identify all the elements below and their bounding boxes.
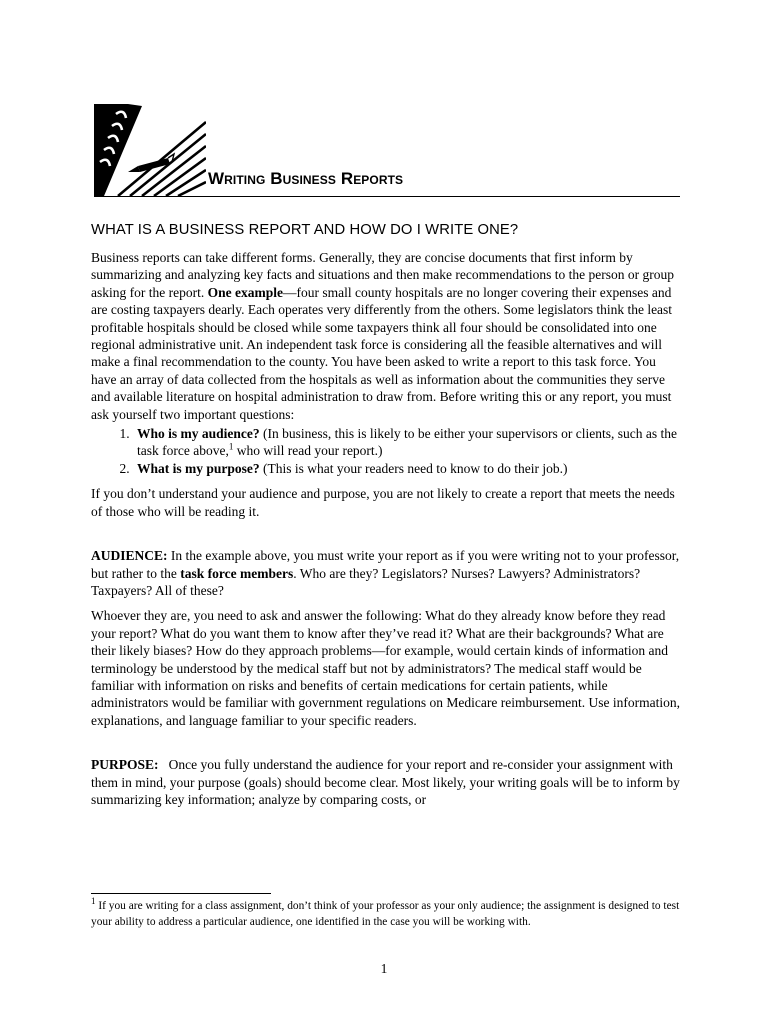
list-item: 1. Who is my audience? (In business, this is likely to be either your supervisors or clients, such as the task force above,$^1$ who will read your report.): [133, 425, 681, 460]
document-title: Writing Business Reports: [208, 169, 404, 188]
title-divider: [94, 196, 680, 197]
questions-list: [91, 425, 681, 477]
purpose-paragraph: PURPOSE: Once you fully understand the audience for your report and re-consider your assignment with them in mind, your purpose (goals) should become clear. Most likely, your writing goals will be to inform by summarizing key information; analyze by comparing costs, or: [91, 757, 684, 807]
audience-label: AUDIENCE:: [91, 548, 168, 564]
intro-paragraph: Business reports can take different forms. Generally, they are concise documents that first inform by summarizing and analyzing key facts and situations and then make recommendations to the person or group asking for the report. One example—four small county hospitals are no longer covering their expenses and are costing taxpayers dearly. Each operates very differently from the others. Some legislators think the least profitable hospitals should be closed while some taxpayers think all four should be consolidated into one regional administrative unit. An independent task force is considering all the feasible alternatives and will make a final recommendation to the county. You have been asked to write a report to this task force. You have an array of data collected from the hospitals as well as information about the communities they serve and available literature on hospital administration to draw from. Before writing this or any report, you must ask yourself two important questions:: [91, 250, 674, 422]
purpose-label: PURPOSE:: [91, 757, 159, 773]
intro-bold: One example: [207, 284, 283, 300]
notebook-pen-icon: [94, 104, 206, 196]
audience-paragraph-2: Whoever they are, you need to ask and answer the following: What do they already know before they read your report? What do you want them to know after they’ve read it? What are their backgrounds? What are their likely biases? How do they approach problems—for example, would certain kinds of information and terminology be understood by the medical staff but not by administrators? The medical staff would be familiar with information on risks and benefits of certain medications for certain patients, while administrators would be familiar with government regulations on Medicare reimbursement. Use information, explanations, and language familiar to your specific readers.: [91, 608, 680, 728]
footnote: $^1$ If you are writing for a class assignment, don’t think of your professor as your only audience; the assignment is designed to test your ability to address a particular audience, one identified in the case you will be working with.: [91, 896, 680, 928]
list-item: 2. What is my purpose? (This is what your readers need to know to do their job.): [133, 460, 681, 477]
footnote-reference: 1: [228, 441, 234, 452]
understand-paragraph: If you don’t understand your audience and purpose, you are not likely to create a report that meets the needs of those who will be reading it.: [91, 486, 675, 519]
section-heading: WHAT IS A BUSINESS REPORT AND HOW DO I WRITE ONE?: [91, 222, 519, 238]
audience-paragraph: AUDIENCE: In the example above, you must write your report as if you were writing not to your professor, but rather to the task force members. Who are they? Legislators? Nurses? Lawyers? Administrators? Taxpayers? All of these?: [91, 548, 680, 598]
footnote-divider: [91, 893, 271, 894]
footnote-marker: 1: [91, 896, 96, 907]
page-number: 1: [380, 961, 388, 976]
body-text: [91, 249, 684, 808]
